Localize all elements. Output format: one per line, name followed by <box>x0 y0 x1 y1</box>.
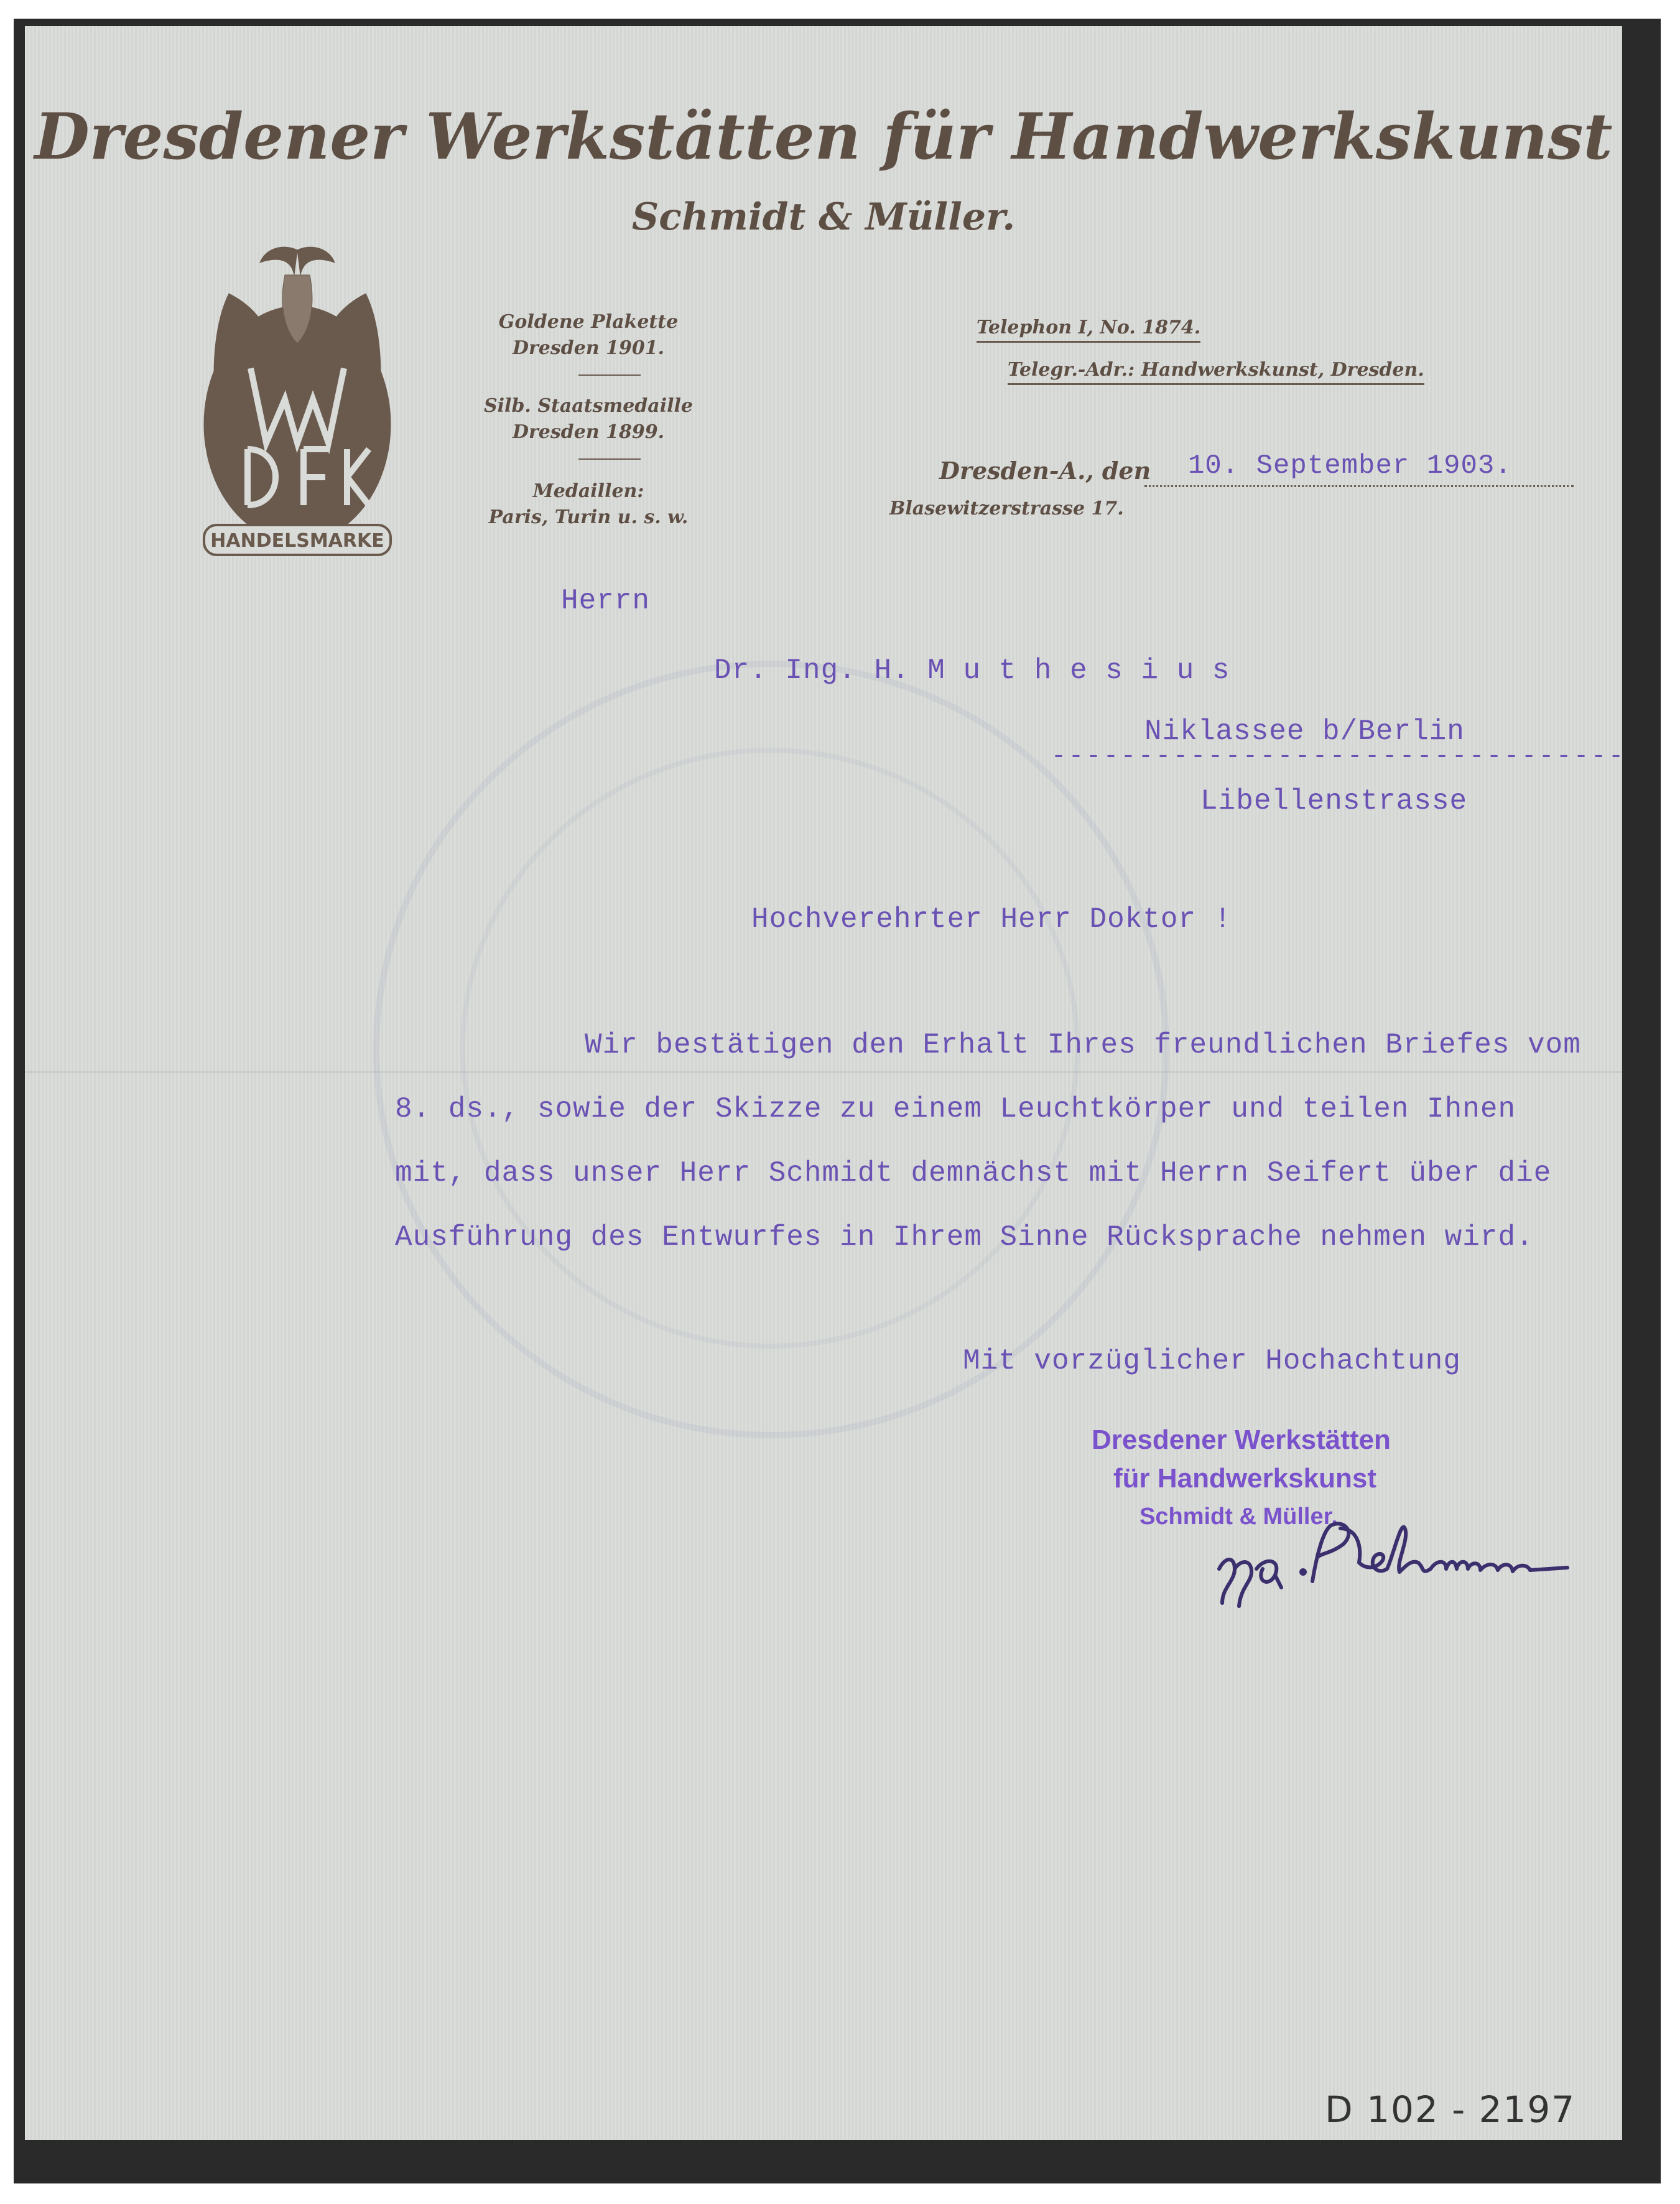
place-prefix: Dresden-A., den <box>939 457 1151 485</box>
award-medals-title: Medaillen: <box>532 480 644 502</box>
body-line-4: Ausführung des Entwurfes in Ihrem Sinne Rücksprache nehmen wird. <box>395 1221 1534 1253</box>
trademark-label: HANDELSMARKE <box>210 530 384 552</box>
award-medals-places: Paris, Turin u. s. w. <box>488 506 689 528</box>
company-owners: Schmidt & Müller. <box>631 195 1016 239</box>
telegram-address: Telegr.-Adr.: Handwerkskunst, Dresden. <box>1008 359 1424 385</box>
recipient-city: Niklassee b/Berlin <box>1144 715 1465 748</box>
closing-line: Mit vorzüglicher Hochachtung <box>963 1345 1461 1377</box>
award-gold-place: Dresden 1901. <box>512 337 665 359</box>
company-title: Dresdener Werkstätten für Handwerkskunst <box>34 100 1613 174</box>
letter-page <box>25 26 1627 2140</box>
letter-date: 10. September 1903. <box>1188 450 1512 481</box>
sender-street: Blasewitzerstrasse 17. <box>889 498 1124 519</box>
body-line-1: Wir bestätigen den Erhalt Ihres freundlichen Briefes vom <box>585 1029 1581 1061</box>
recipient-salutation: Herrn <box>561 585 651 617</box>
recipient-name: Dr. Ing. H. M u t h e s i u s <box>714 654 1230 687</box>
archive-number: D 102 - 2197 <box>1325 2088 1576 2131</box>
letter-greeting: Hochverehrter Herr Doktor ! <box>751 903 1232 936</box>
body-line-2: 8. ds., sowie der Skizze zu einem Leuchtkörper und teilen Ihnen <box>395 1093 1516 1125</box>
stamp-line-1: Dresdener Werkstätten <box>1092 1425 1391 1455</box>
date-dotted-line <box>1144 485 1574 487</box>
trademark-logo <box>192 238 403 561</box>
body-line-3: mit, dass unser Herr Schmidt demnächst mit Herrn Seifert über die <box>395 1157 1552 1189</box>
telephone-line: Telephon I, No. 1874. <box>977 317 1200 343</box>
award-divider <box>578 458 641 460</box>
award-silver-place: Dresden 1899. <box>512 421 665 443</box>
recipient-street: Libellenstrasse <box>1200 785 1468 817</box>
award-gold-title: Goldene Plakette <box>498 311 679 333</box>
address-dash-line: --------------------------------- <box>1051 743 1627 771</box>
handwritten-signature <box>1207 1494 1592 1619</box>
award-divider <box>578 374 641 376</box>
stamp-line-2: für Handwerkskunst <box>1113 1463 1376 1494</box>
award-silver-title: Silb. Staatsmedaille <box>484 395 693 417</box>
stamp-line-3: Schmidt & Müller. <box>1139 1504 1338 1530</box>
